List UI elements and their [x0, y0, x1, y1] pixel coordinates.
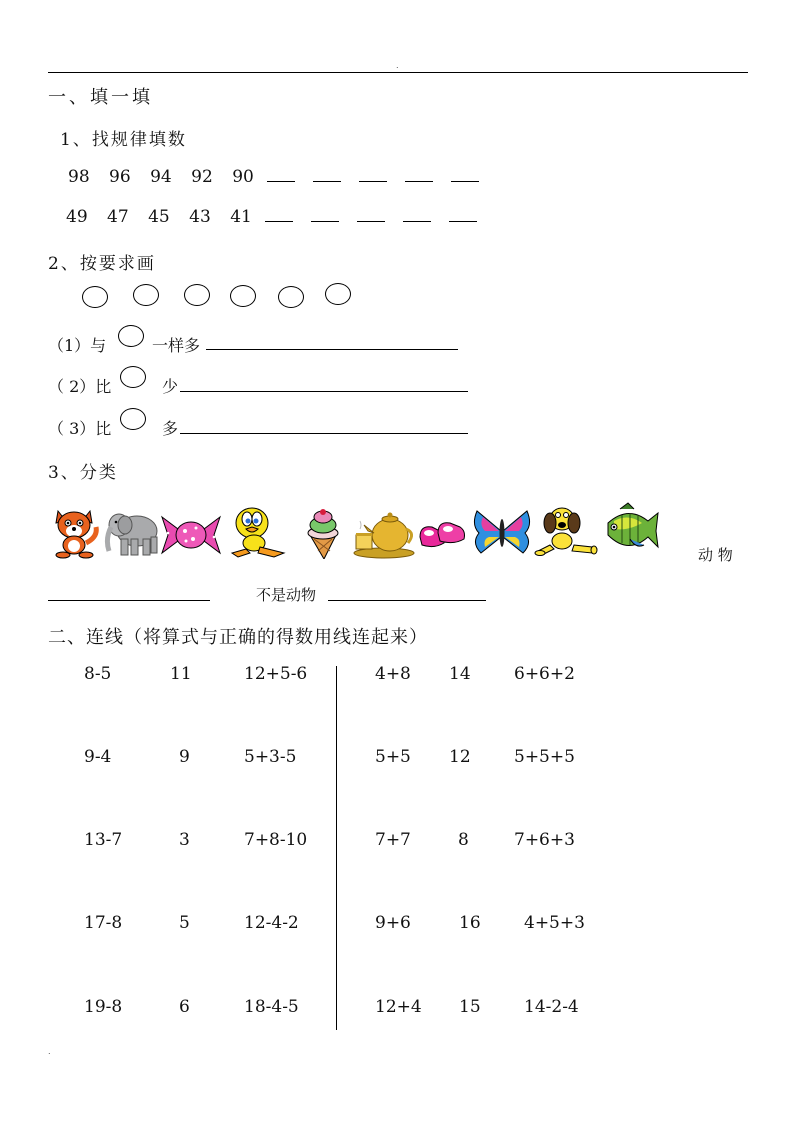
answer-blank[interactable]: [359, 169, 387, 182]
sequence-number: 98: [68, 167, 90, 187]
section1-title: 一、填一填: [48, 87, 153, 108]
sequence-number: 43: [189, 207, 211, 227]
draw-item-3-suffix: 多: [162, 419, 179, 438]
match-expression[interactable]: 7+7: [375, 830, 411, 850]
match-expression[interactable]: 19-8: [84, 997, 123, 1017]
sequence-row-2: [66, 207, 495, 227]
match-expression[interactable]: 9+6: [375, 913, 411, 933]
draw-answer-line[interactable]: [180, 433, 468, 434]
circle-shape: [133, 284, 159, 306]
match-answer[interactable]: 12: [449, 747, 471, 767]
elephant-icon: [103, 505, 161, 559]
draw-answer-line[interactable]: [180, 391, 468, 392]
circle-shape: [278, 286, 304, 308]
match-answer[interactable]: 14: [449, 664, 471, 684]
match-expression[interactable]: 12+5-6: [244, 664, 308, 684]
animal-category-label: 动 物: [698, 546, 733, 564]
fox-icon: [48, 503, 100, 559]
q2-title: 2、按要求画: [48, 254, 156, 274]
answer-blank[interactable]: [449, 209, 477, 222]
draw-item-1-suffix: 一样多: [152, 336, 201, 355]
circle-shape: [184, 284, 210, 306]
match-expression[interactable]: 17-8: [84, 913, 123, 933]
match-answer[interactable]: 9: [179, 747, 190, 767]
match-expression[interactable]: 5+5: [375, 747, 411, 767]
footer-mark: .: [48, 1047, 51, 1056]
circle-shape: [120, 408, 146, 430]
match-expression[interactable]: 12-4-2: [244, 913, 299, 933]
match-answer[interactable]: 8: [458, 830, 469, 850]
answer-blank[interactable]: [313, 169, 341, 182]
circle-shape: [120, 366, 146, 388]
draw-item-1-prefix: （1）与: [48, 336, 107, 355]
sequence-number: 94: [150, 167, 172, 187]
draw-item-2-suffix: 少: [162, 377, 179, 396]
ice-cream-icon: [300, 509, 346, 559]
match-expression[interactable]: 9-4: [84, 747, 112, 767]
match-expression[interactable]: 14-2-4: [524, 997, 579, 1017]
sequence-number: 96: [109, 167, 131, 187]
sequence-number: 47: [107, 207, 129, 227]
draw-answer-line[interactable]: [206, 349, 458, 350]
answer-blank[interactable]: [265, 209, 293, 222]
non-animal-answer-line[interactable]: [328, 600, 486, 601]
match-expression[interactable]: 12+4: [375, 997, 422, 1017]
fish-icon: [600, 501, 660, 557]
match-expression[interactable]: 5+3-5: [244, 747, 297, 767]
answer-blank[interactable]: [403, 209, 431, 222]
match-expression[interactable]: 13-7: [84, 830, 123, 850]
tweety-bird-icon: [224, 503, 290, 559]
header-mark: .: [396, 61, 399, 70]
butterfly-icon: [471, 509, 533, 555]
sequence-number: 90: [232, 167, 254, 187]
sequence-number: 41: [230, 207, 252, 227]
candy-icon: [160, 511, 222, 557]
section2-title: 二、连线（将算式与正确的得数用线连起来）: [48, 627, 428, 648]
match-answer[interactable]: 5: [179, 913, 190, 933]
sequence-number: 92: [191, 167, 213, 187]
match-expression[interactable]: 7+8-10: [244, 830, 308, 850]
sequence-row-1: [68, 167, 497, 187]
teapot-icon: [350, 503, 416, 559]
header-rule: [48, 72, 748, 73]
answer-blank[interactable]: [267, 169, 295, 182]
match-expression[interactable]: 18-4-5: [244, 997, 299, 1017]
answer-blank[interactable]: [451, 169, 479, 182]
shoes-icon: [416, 515, 468, 553]
draw-item-3-prefix: （ 3）比: [48, 419, 112, 438]
answer-blank[interactable]: [311, 209, 339, 222]
match-answer[interactable]: 16: [459, 913, 481, 933]
match-answer[interactable]: 6: [179, 997, 190, 1017]
animal-answer-line[interactable]: [48, 600, 210, 601]
circle-shape: [82, 286, 108, 308]
match-expression[interactable]: 5+5+5: [514, 747, 575, 767]
match-expression[interactable]: 4+8: [375, 664, 411, 684]
match-expression[interactable]: 8-5: [84, 664, 112, 684]
answer-blank[interactable]: [405, 169, 433, 182]
circle-shape: [325, 283, 351, 305]
non-animal-category-label: 不是动物: [256, 586, 317, 604]
match-answer[interactable]: 11: [170, 664, 192, 684]
q1-title: 1、找规律填数: [60, 130, 187, 150]
draw-item-2-prefix: （ 2）比: [48, 377, 112, 396]
match-answer[interactable]: 3: [179, 830, 190, 850]
circle-shape: [230, 285, 256, 307]
dog-icon: [534, 503, 598, 557]
match-answer[interactable]: 15: [459, 997, 481, 1017]
match-expression[interactable]: 7+6+3: [514, 830, 575, 850]
match-expression[interactable]: 6+6+2: [514, 664, 575, 684]
answer-blank[interactable]: [357, 209, 385, 222]
sequence-number: 45: [148, 207, 170, 227]
circle-shape: [118, 325, 144, 347]
match-expression[interactable]: 4+5+3: [524, 913, 585, 933]
sequence-number: 49: [66, 207, 88, 227]
q3-title: 3、分类: [48, 463, 118, 483]
column-divider: [336, 666, 337, 1030]
